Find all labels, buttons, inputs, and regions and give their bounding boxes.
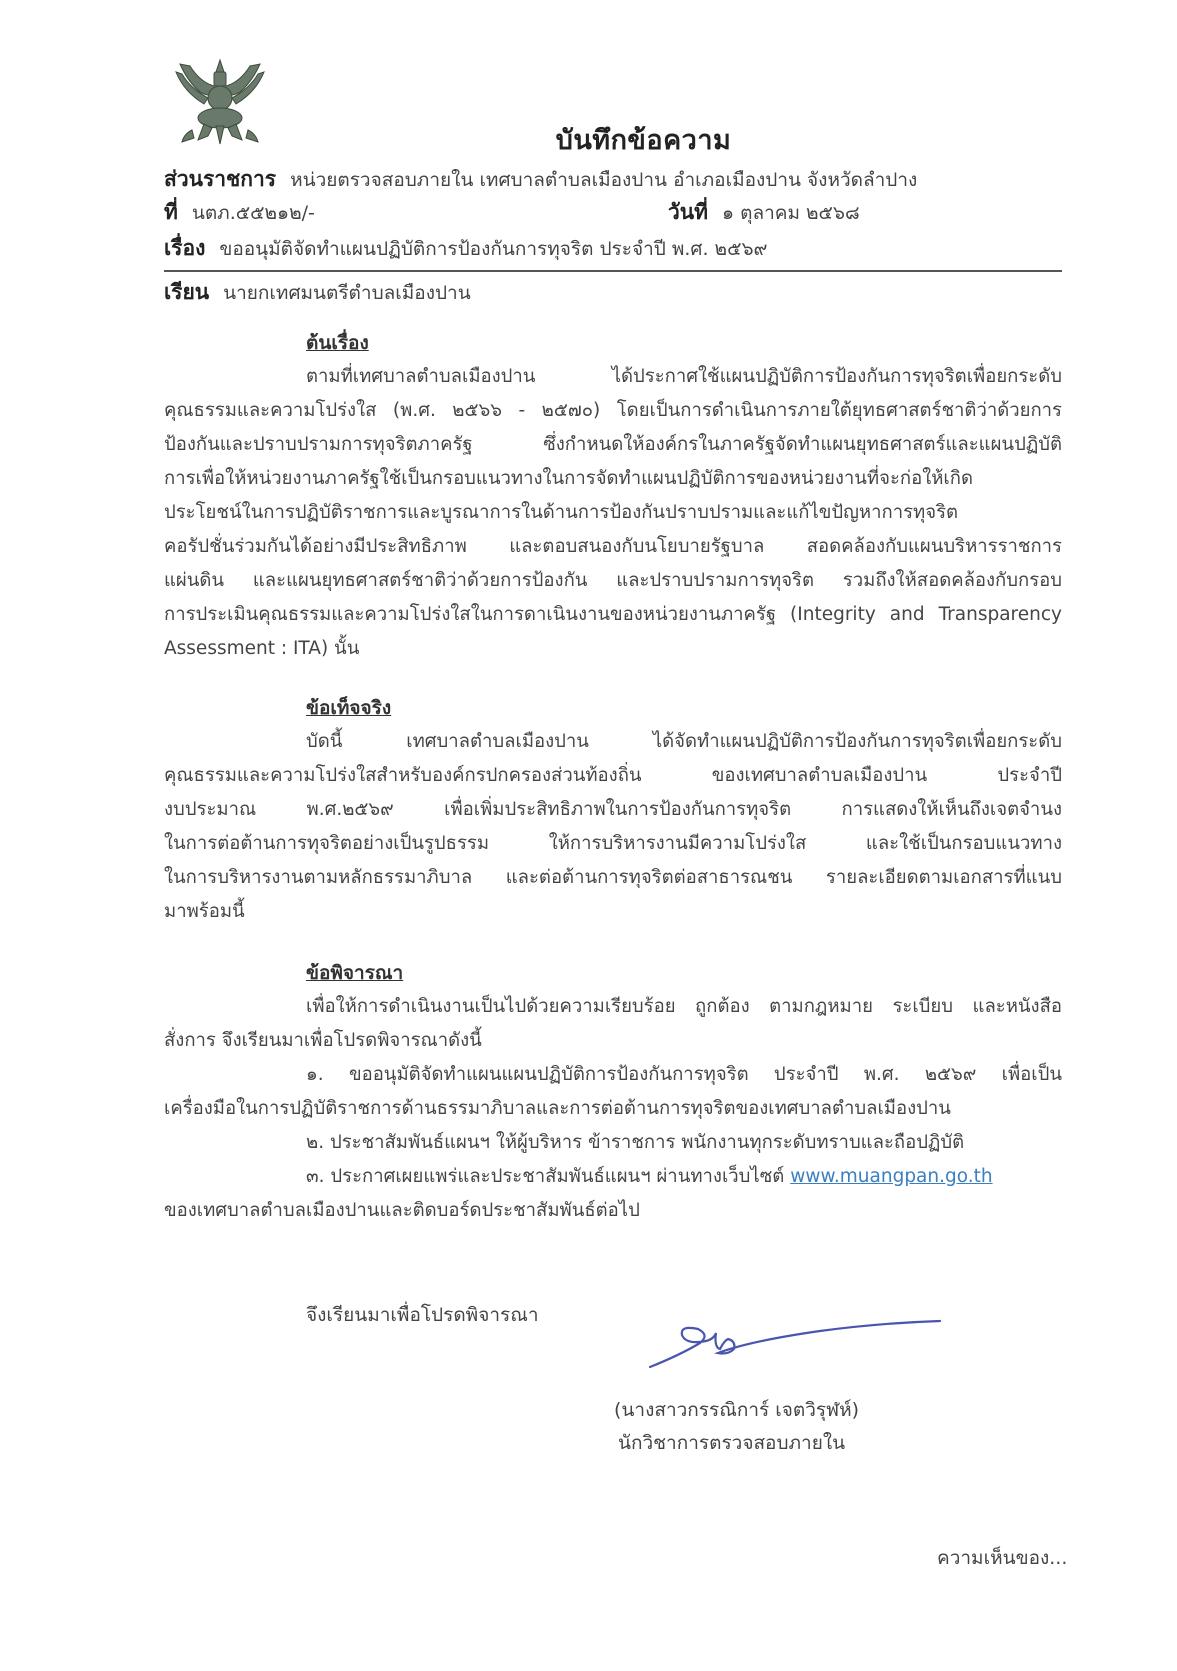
list-item-1: ๑. ขออนุมัติจัดทำแผนแผนปฏิบัติการป้องกันการทุจริต ประจำปี พ.ศ. ๒๕๖๙ เพื่อเป็น [306,1064,1062,1085]
body-line: คอรัปชั่นร่วมกันได้อย่างมีประสิทธิภาพ และตอบสนองกับนโยบายรัฐบาล สอดคล้องกับแผนบริหารราชการ [164,536,1062,557]
list-item-1-cont: เครื่องมือในการปฏิบัติราชการด้านธรรมาภิบาลและการต่อต้านการทุจริตของเทศบาลตำบลเมืองปาน [164,1098,951,1119]
body-line: งบประมาณ พ.ศ.๒๕๖๙ เพื่อเพิ่มประสิทธิภาพในการป้องกันการทุจริต การแสดงให้เห็นถึงเจตจำนง [164,799,1062,820]
reference-row [164,196,315,229]
body-line: การเพื่อให้หน่วยงานภาครัฐใช้เป็นกรอบแนวทางในการจัดทำแผนปฏิบัติการของหน่วยงานที่จะก่อให้เกิด [164,468,973,489]
section-heading-considerations: ข้อพิจารณา [306,962,404,984]
body-line: การประเมินคุณธรรมและความโปร่งใสในการดาเนินงานของหน่วยงานภาครัฐ (Integrity and Transparency [164,604,1062,625]
department-row [164,163,917,196]
list-item-2: ๒. ประชาสัมพันธ์แผนฯ ให้ผู้บริหาร ข้าราชการ พนักงานทุกระดับทราบและถือปฏิบัติ [306,1132,965,1153]
department-value: หน่วยตรวจสอบภายใน เทศบาลตำบลเมืองปาน อำเภอเมืองปาน จังหวัดลำปาง [290,169,918,191]
body-line: ในการต่อต้านการทุจริตอย่างเป็นรูปธรรม ให้การบริหารงานมีความโปร่งใส และใช้เป็นกรอบแนวทาง [164,833,1062,854]
body-line: บัดนี้ เทศบาลตำบลเมืองปาน ได้จัดทำแผนปฏิบัติการป้องกันการทุจริตเพื่อยกระดับ [306,731,1062,752]
body-line: ตามที่เทศบาลตำบลเมืองปาน ได้ประกาศใช้แผนปฏิบัติการป้องกันการทุจริตเพื่อยกระดับ [306,366,1062,387]
list-item-3-cont: ของเทศบาลตำบลเมืองปานและติดบอร์ดประชาสัมพันธ์ต่อไป [164,1200,640,1221]
body-line: เพื่อให้การดำเนินงานเป็นไปด้วยความเรียบร้อย ถูกต้อง ตามกฎหมาย ระเบียบ และหนังสือ [306,996,1062,1017]
closing-text: จึงเรียนมาเพื่อโปรดพิจารณา [306,1304,539,1326]
body-line: คุณธรรมและความโปร่งใสสำหรับองค์กรปกครองส่วนท้องถิ่น ของเทศบาลตำบลเมืองปาน ประจำปี [164,765,1062,786]
body-line: ประโยชน์ในการปฏิบัติราชการและบูรณาการในด้านการป้องกันปราบปรามและแก้ไขปัญหาการทุจริต [164,502,959,523]
section-heading-facts: ข้อเท็จจริง [306,697,392,719]
signatory-position: นักวิชาการตรวจสอบภายใน [618,1432,846,1454]
department-label: ส่วนราชการ [164,167,277,191]
subject-label: เรื่อง [164,236,206,260]
date-value: ๑ ตุลาคม ๒๕๖๘ [722,202,860,224]
list-item-3-text: ๓. ประกาศเผยแพร่และประชาสัมพันธ์แผนฯ ผ่านทางเว็บไซต์ [306,1166,785,1187]
memo-title: บันทึกข้อความ [555,125,732,156]
date-label: วันที่ [668,200,708,224]
website-link[interactable]: www.muangpan.go.th [790,1166,993,1187]
continuation-marker: ความเห็นของ... [937,1547,1068,1569]
signature-icon [640,1305,960,1375]
body-line: คุณธรรมและความโปร่งใส (พ.ศ. ๒๕๖๖ - ๒๕๗๐) โดยเป็นการดำเนินการภายใต้ยุทธศาสตร์ชาติว่าด้วยการ [164,400,1062,421]
reference-value: นตภ.๕๕๒๑๒/- [191,202,315,224]
addressee-value: นายกเทศมนตรีตำบลเมืองปาน [223,282,471,304]
subject-row [164,232,767,265]
addressee-row [164,276,471,309]
body-line: ในการบริหารงานตามหลักธรรมาภิบาล และต่อต้านการทุจริตต่อสาธารณชน รายละเอียดตามเอกสารที่แนบ [164,867,1062,888]
reference-label: ที่ [164,200,178,224]
body-line: แผ่นดิน และแผนยุทธศาสตร์ชาติว่าด้วยการป้องกัน และปราบปรามการทุจริต รวมถึงให้สอดคล้องกับกรอบ [164,570,1062,591]
body-line: ป้องกันและปราบปรามการทุจริตภาครัฐ ซึ่งกำหนดให้องค์กรในภาครัฐจัดทำแผนยุทธศาสตร์และแผนปฏิบัติ [164,434,1062,455]
header-divider [164,270,1062,272]
signatory-name: (นางสาวกรรณิการ์ เจตวิรุฬห์) [614,1399,860,1421]
body-line: Assessment : ITA) นั้น [164,638,360,659]
subject-value: ขออนุมัติจัดทำแผนปฏิบัติการป้องกันการทุจริต ประจำปี พ.ศ. ๒๕๖๙ [219,238,768,260]
date-row [668,196,860,229]
body-line: สั่งการ จึงเรียนมาเพื่อโปรดพิจารณาดังนี้ [164,1030,482,1051]
addressee-label: เรียน [164,280,210,304]
list-item-3 [306,1162,1062,1191]
body-line: มาพร้อมนี้ [164,901,245,922]
section-heading-background: ต้นเรื่อง [306,332,369,354]
